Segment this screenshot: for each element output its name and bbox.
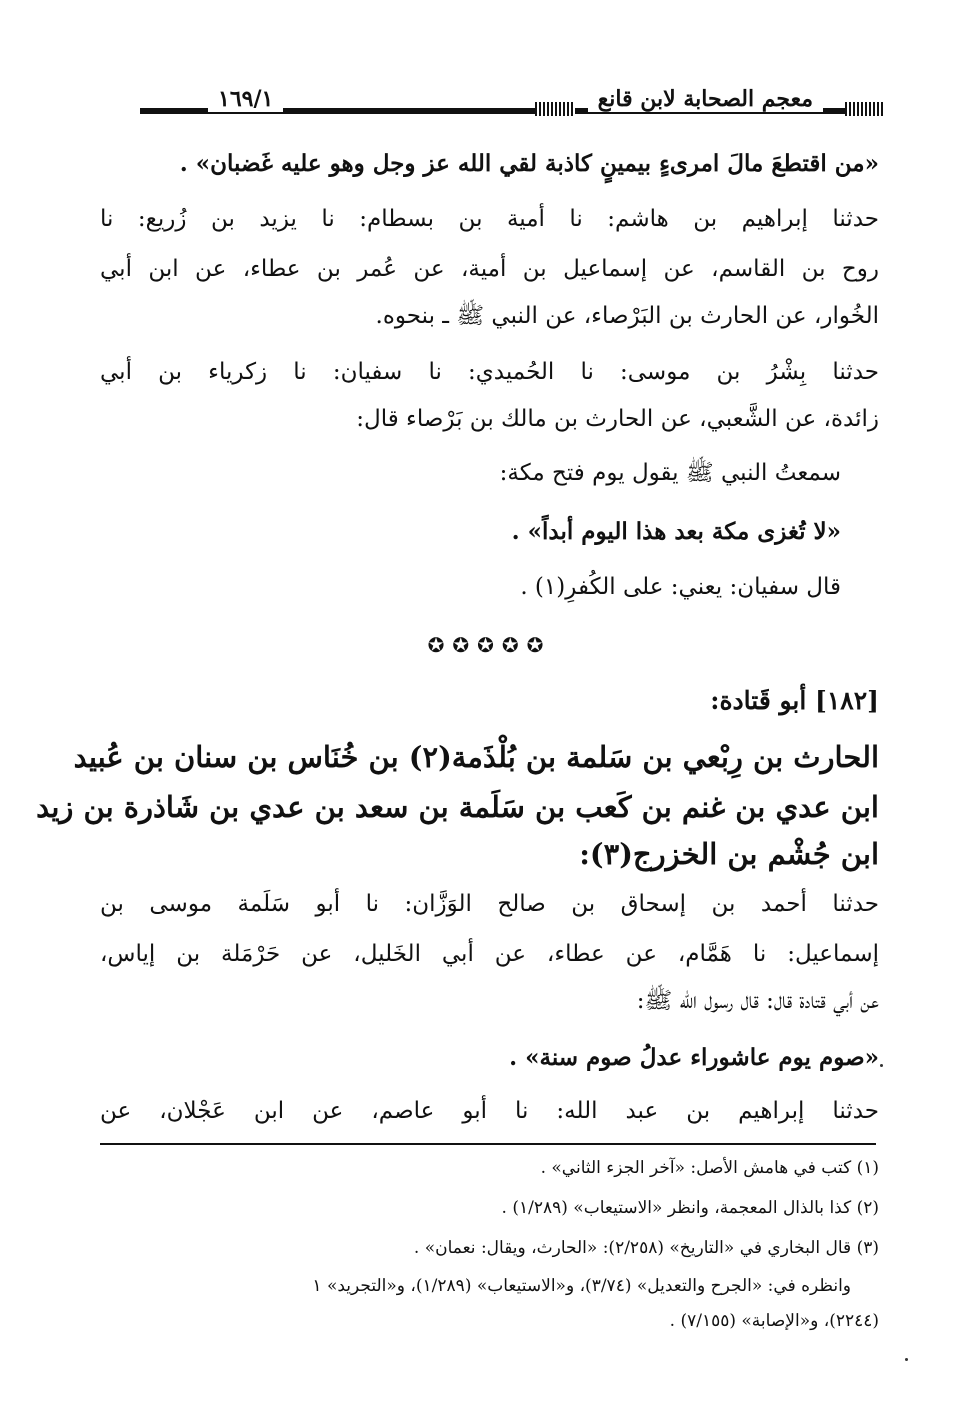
entry-lineage: الحارث بن رِبْعي بن سَلمة بن بُلْذَمة(٢) بن خُنَاس بن سنان بن عُبيد <box>73 740 879 774</box>
section-separator: ✪✪✪✪✪ <box>427 633 552 657</box>
hadith-text: «صوم يوم عاشوراء عدلُ صوم سنة» . <box>509 1044 879 1071</box>
footnote: وانظره في: «الجرح والتعديل» (٣/٧٤)، و«الاستيعاب» (١/٢٨٩)، و«التجريد» ١ <box>312 1276 851 1296</box>
entry-lineage: ابن عدي بن غنم بن كَعب بن سَلَمة بن سعد بن عدي بن شَاذرة بن زيد <box>36 790 879 824</box>
text-line: سمعتُ النبي ﷺ يقول يوم فتح مكة: <box>499 460 841 486</box>
header-ornament <box>845 102 885 116</box>
running-header <box>140 86 885 120</box>
footnote: (١) كتب في هامش الأصل: «آخر الجزء الثاني» . <box>540 1158 879 1178</box>
page-number: ١٦٩/١ <box>208 86 283 112</box>
entry-lineage: ابن جُشْم بن الخزرج(٣): <box>579 837 879 871</box>
text-line: قال سفيان: يعني: على الكُفرِ(١) . <box>520 574 841 600</box>
footnote: (٢٢٤٤)، و«الإصابة» (٧/١٥٥) . <box>669 1311 879 1331</box>
header-ornament <box>535 102 575 116</box>
footnote: (٣) قال البخاري في «التاريخ» (٢/٢٥٨): «الحارث، ويقال: نعمان» . <box>413 1238 879 1258</box>
text-line: زائدة، عن الشَّعبي، عن الحارث بن مالك بن بَرْصاء قال: <box>356 406 879 432</box>
scan-speck <box>905 1358 908 1361</box>
hadith-text: «من اقتطعَ مالَ امرىءٍ بيمينٍ كاذبة لقي الله عز وجل وهو عليه غَضبان» . <box>179 150 879 177</box>
footnote: (٢) كذا بالذال المعجمة، وانظر «الاستيعاب» (١/٢٨٩) . <box>501 1198 879 1218</box>
text-line: عن أبي قتادة قال: قال رسول الله ﷺ: <box>636 988 879 1014</box>
scan-speck <box>880 1064 883 1067</box>
hadith-text: «لا تُغزى مكة بعد هذا اليوم أبداً» . <box>511 518 841 545</box>
text-line: حدثنا أحمد بن إسحاق بن صالح الوَزَّان: نا أبو سَلَمة موسى بن <box>100 891 879 917</box>
text-line: روح بن القاسم، عن إسماعيل بن أمية، عن عُمر بن عطاء، عن ابن أبي <box>100 256 879 282</box>
text-line: حدثنا إبراهيم بن هاشم: نا أمية بن بسطام: نا يزيد بن زُريع: نا <box>100 206 879 232</box>
footnote-rule <box>100 1143 876 1145</box>
text-line: حدثنا إبراهيم بن عبد الله: نا أبو عاصم، عن ابن عَجْلان، عن <box>100 1098 879 1124</box>
book-title: معجم الصحابة لابن قانع <box>588 86 823 112</box>
text-line: حدثنا بِشْرُ بن موسى: نا الحُميدي: نا سفيان: نا زكرياء بن أبي <box>100 359 879 385</box>
entry-heading: [١٨٢] أبو قَتادة: <box>710 686 879 715</box>
text-line: إسماعيل: نا هَمَّام، عن عطاء، عن أبي الخَليل، عن حَرْمَلة بن إياس، <box>100 941 879 967</box>
text-line: الخُوار، عن الحارث بن البَرْصاء، عن النبي ﷺ ـ بنحوه. <box>375 303 879 329</box>
